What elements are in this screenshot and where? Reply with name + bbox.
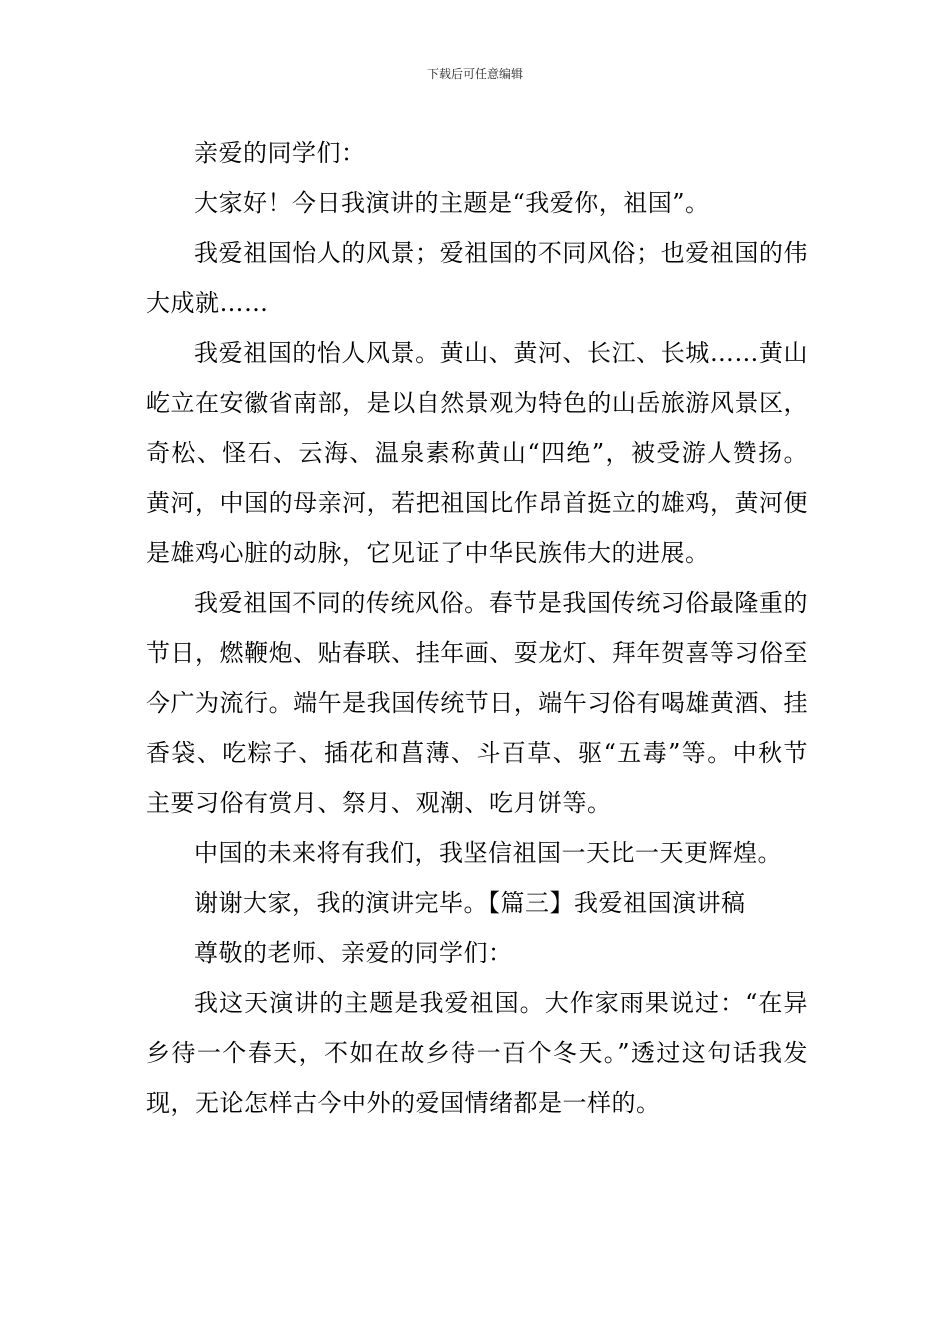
salutation-second: 尊敬的老师、亲爱的同学们： — [194, 939, 513, 967]
paragraph-greeting: 大家好！今日我演讲的主题是“我爱你，祖国”。 — [194, 189, 710, 217]
paragraph-customs: 我爱祖国不同的传统风俗。春节是我国传统习俗最隆重的节日，燃鞭炮、贴春联、挂年画、耍龙灯、拜年贺喜等习俗至今广为流行。端午是我国传统节日，端午习俗有喝雄黄酒、挂香袋、吃粽子、插花和菖薄、斗百草、驱“五毒”等。中秋节主要习俗有赏月、祭月、观潮、吃月饼等。 — [146, 589, 808, 817]
paragraph-future: 中国的未来将有我们，我坚信祖国一天比一天更辉煌。 — [194, 839, 782, 867]
salutation: 亲爱的同学们： — [194, 139, 366, 167]
paragraph-scenery: 我爱祖国的怡人风景。黄山、黄河、长江、长城……黄山屹立在安徽省南部，是以自然景观为特色的山岳旅游风景区，奇松、怪石、云海、温泉素称黄山“四绝”，被受游人赞扬。黄河，中国的母亲河，若把祖国比作昂首挺立的雄鸡，黄河便是雄鸡心脏的动脉，它见证了中华民族伟大的进展。 — [146, 339, 808, 567]
paragraph-intro: 我爱祖国怡人的风景；爱祖国的不同风俗；也爱祖国的伟大成就…… — [146, 239, 808, 317]
paragraph-theme: 我这天演讲的主题是我爱祖国。大作家雨果说过：“在异乡待一个春天，不如在故乡待一百个冬天。”透过这句话我发现，无论怎样古今中外的爱国情绪都是一样的。 — [146, 989, 808, 1117]
page-header: 下载后可任意编辑 — [426, 67, 523, 81]
document-body — [146, 128, 808, 1128]
paragraph-closing: 谢谢大家，我的演讲完毕。【篇三】我爱祖国演讲稿 — [194, 889, 746, 917]
